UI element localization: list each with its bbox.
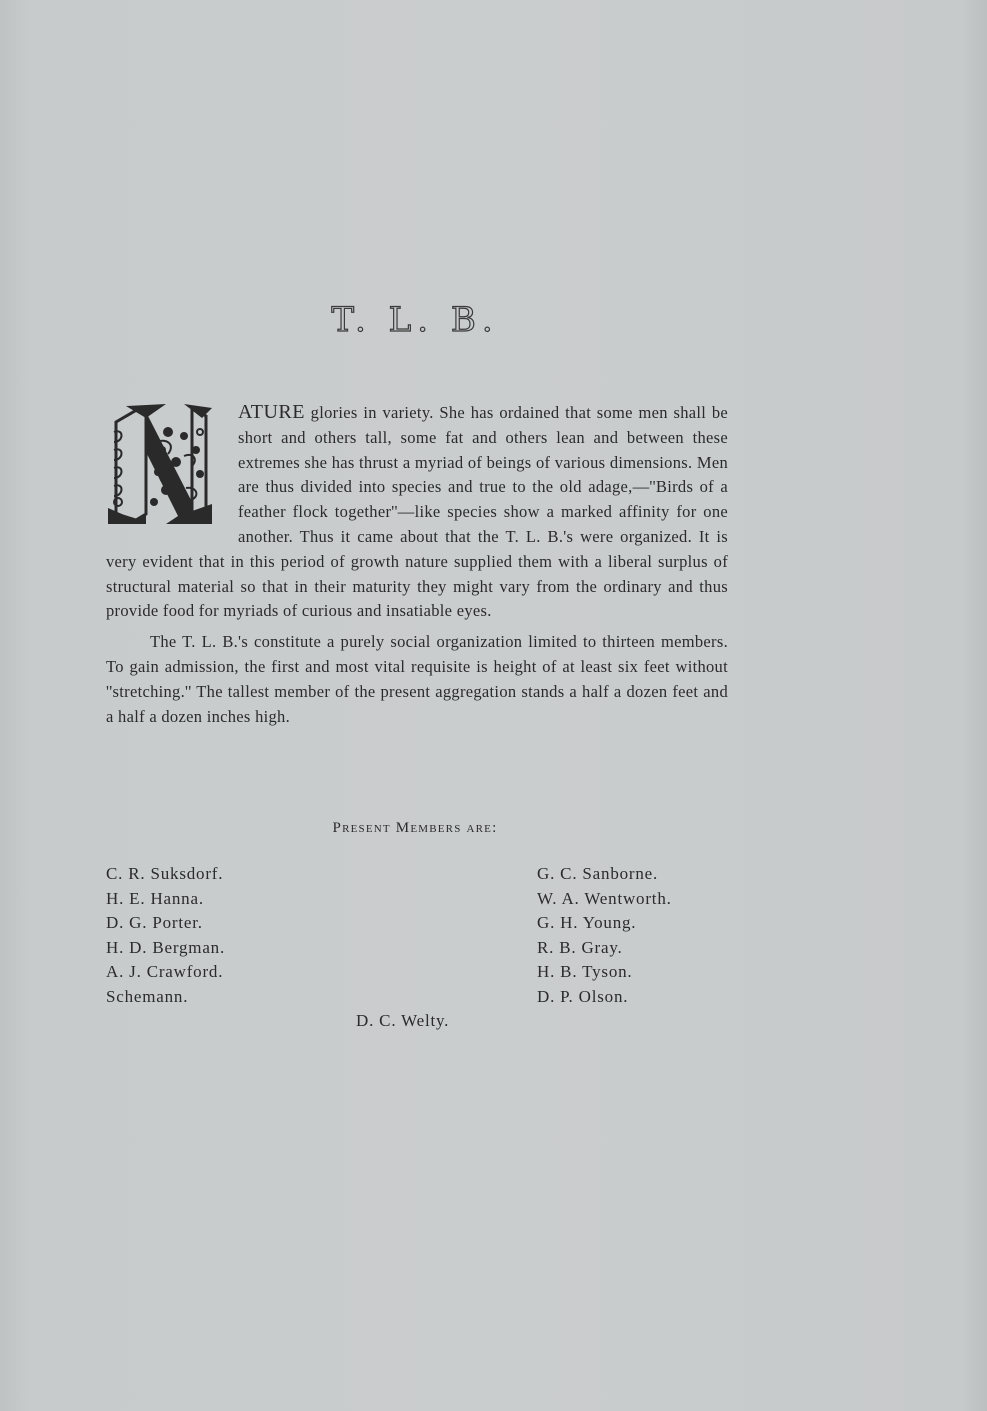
lead-word: ATURE <box>238 401 305 423</box>
paragraph-1-text: glories in variety. She has ordained that some men shall be short and others tall, some fat and others lean and between these extremes she has thrust a myriad of beings of various dimensions. Men are thus divided into species and true to the old adage,—''Birds of a feather flock together''—like species show a marked affinity for one another. Thus it came about that the T. L. B.'s were organized. It is very evident that in this period of growth nature supplied them with a liberal surplus of structural material so that in their maturity they might vary from the ordinary and thus provide food for myriads of curious and insatiable eyes. <box>106 403 728 621</box>
member-name: A. J. Crawford. <box>106 962 224 981</box>
ornamental-dropcap-n-icon <box>106 402 214 526</box>
member-name-centered: D. C. Welty. <box>356 1011 450 1030</box>
member-name: D. P. Olson. <box>537 986 629 1006</box>
member-name: D. G. Porter. <box>106 913 203 932</box>
member-name: R. B. Gray. <box>537 937 623 957</box>
intro-text <box>106 400 728 746</box>
member-name: G. H. Young. <box>537 913 637 932</box>
members-list-left <box>106 862 225 1009</box>
member-name: H. D. Bergman. <box>106 937 226 957</box>
members-heading: Present Members are: <box>332 820 498 836</box>
member-name: G. C. Sanborne. <box>537 864 659 883</box>
page-title: T. L. B. <box>331 300 499 340</box>
member-name: H. B. Tyson. <box>537 962 633 981</box>
member-name: C. R. Suksdorf. <box>106 864 224 883</box>
intro-paragraph-2: The T. L. B.'s constitute a purely social organization limited to thirteen members. To gain admission, the first and most vital requisite is height of at least six feet without ''stretching.'' The tallest member of the present aggregation stands a half a dozen feet and a half a dozen inches high. <box>106 632 728 726</box>
members-list-right <box>537 862 672 1009</box>
member-name: W. A. Wentworth. <box>537 888 672 908</box>
member-name: Schemann. <box>106 986 189 1006</box>
member-name: H. E. Hanna. <box>106 888 204 908</box>
